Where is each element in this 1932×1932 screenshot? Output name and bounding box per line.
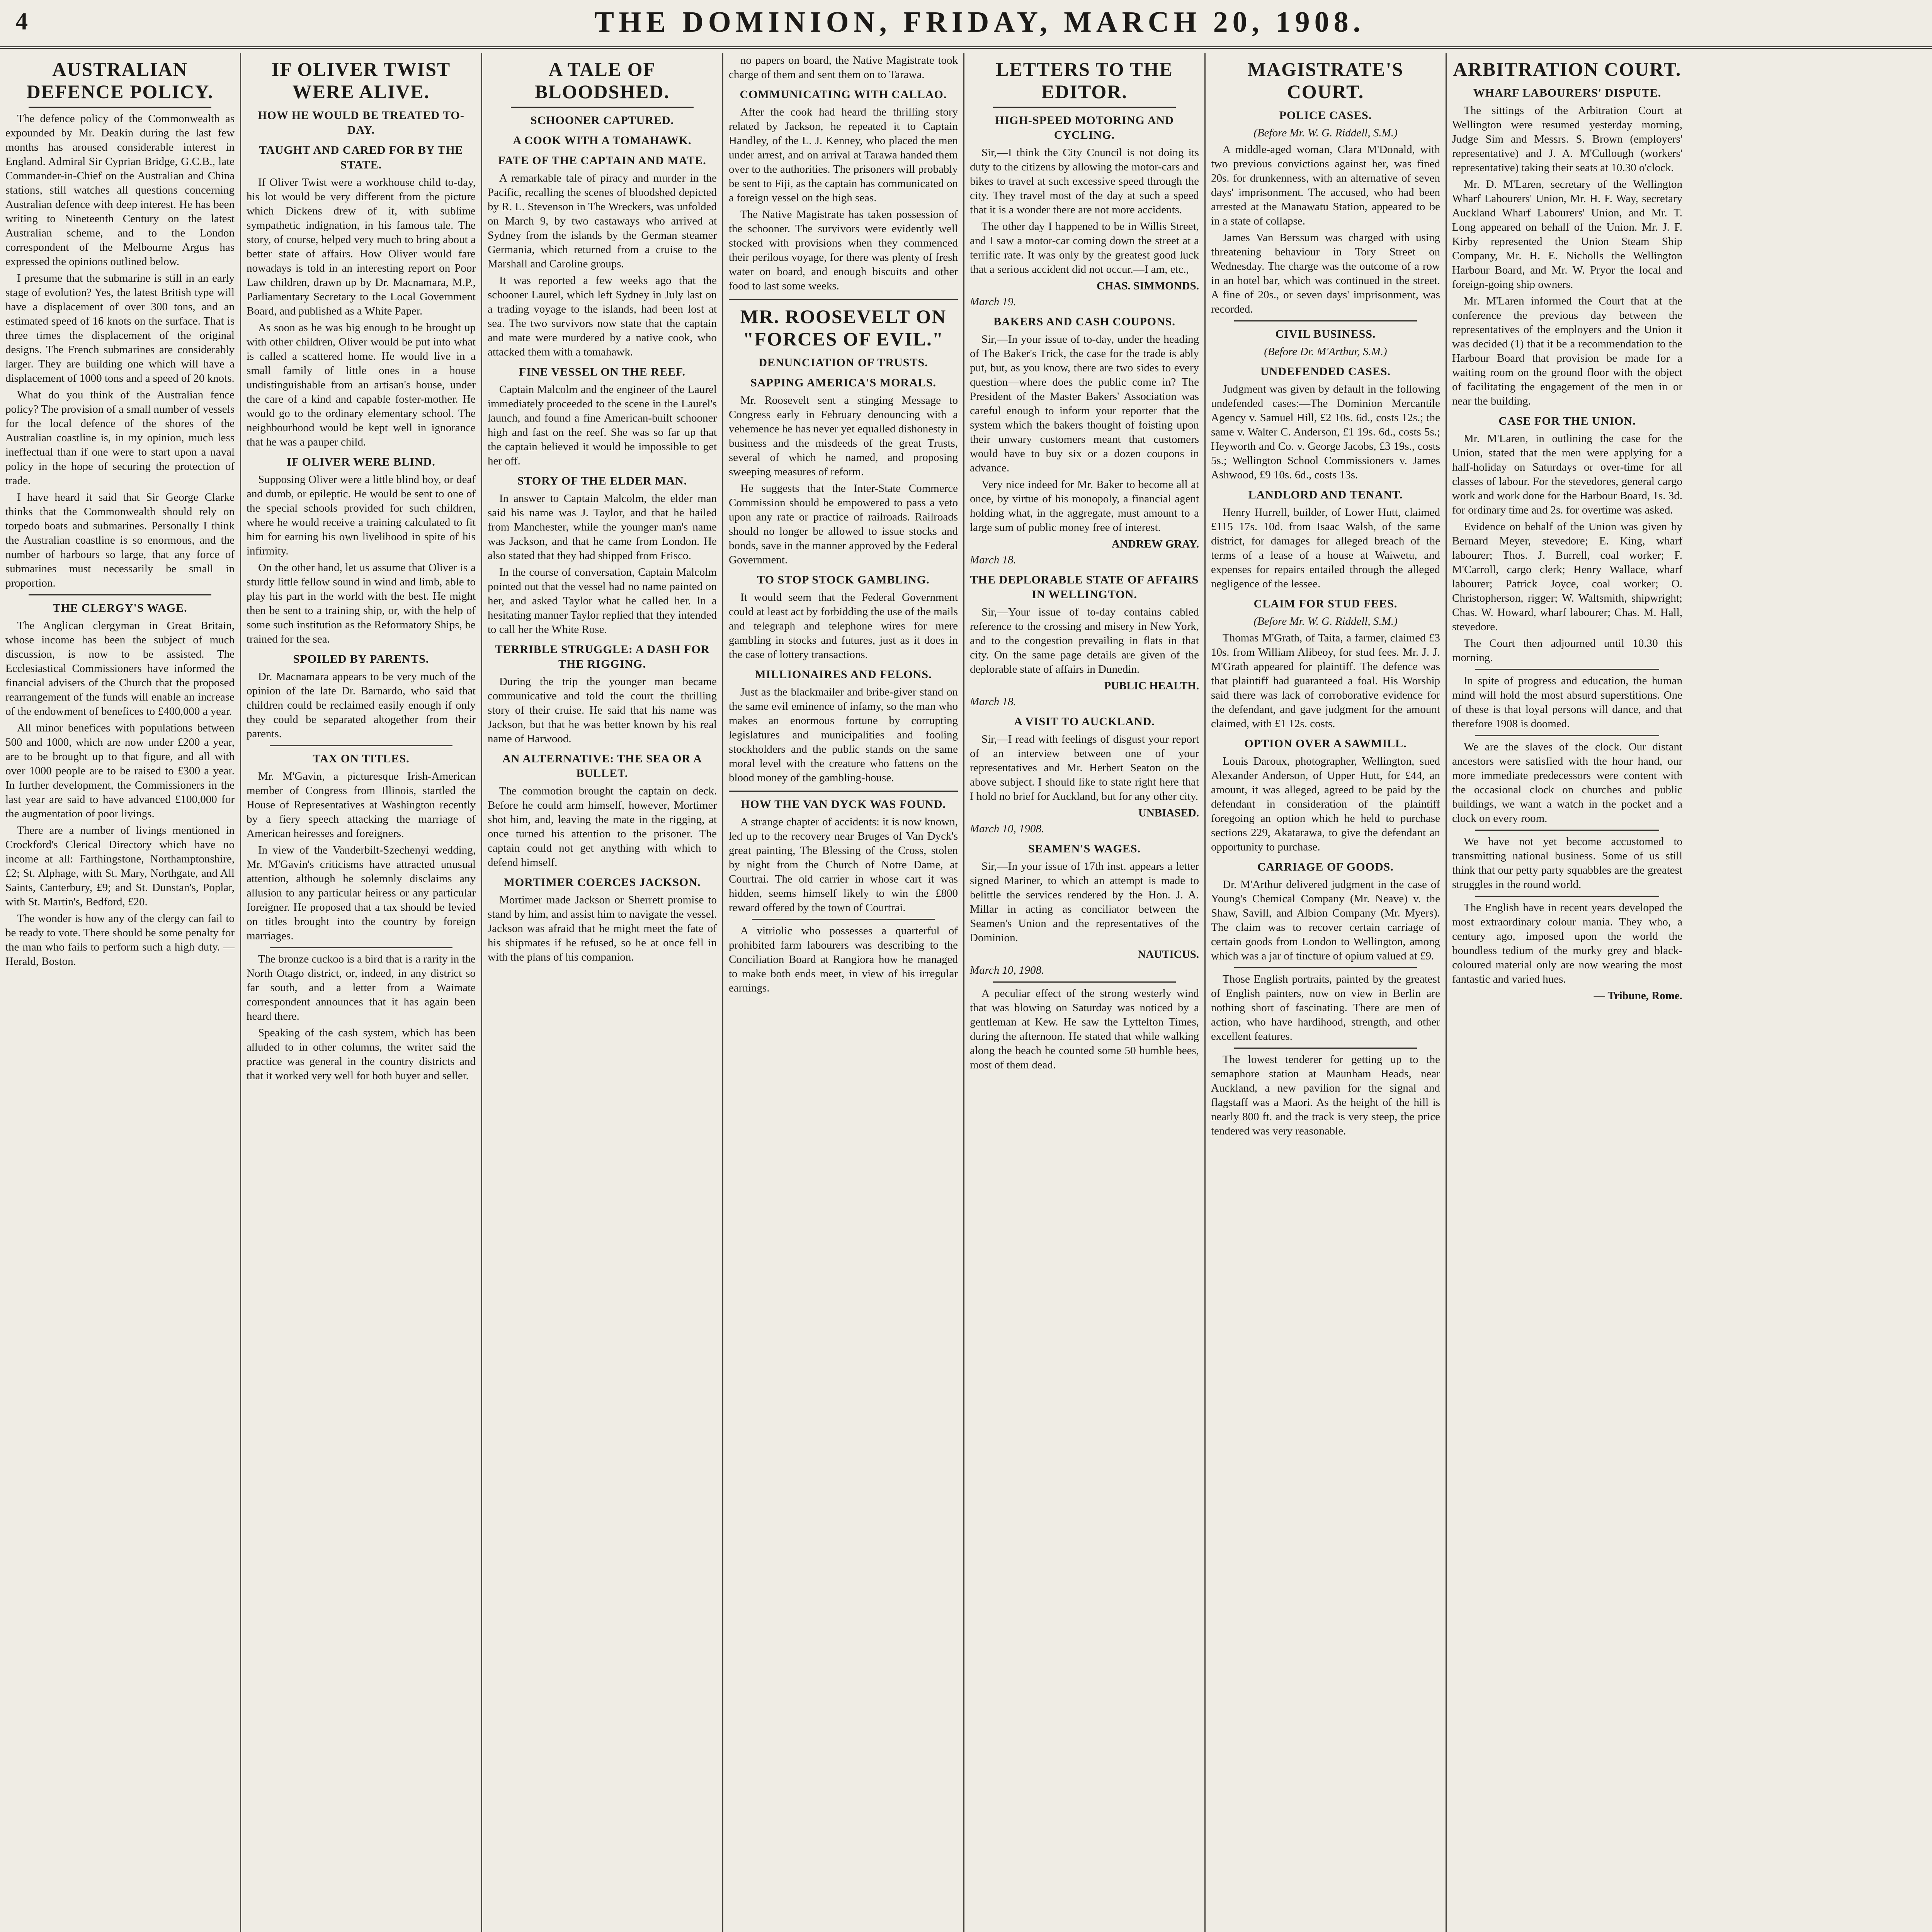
paragraph: The wonder is how any of the clergy can fail to be ready to vote. There should be some penalty for the man who fails to perform such a high duty. — Herald, Boston.: [5, 912, 235, 968]
source-credit: — Tribune, Rome.: [1594, 990, 1682, 1002]
subhead: TO STOP STOCK GAMBLING.: [757, 573, 930, 586]
paragraph: The defence policy of the Commonwealth as expounded by Mr. Deakin during the last few months has aroused considerable interest in England. Admiral Sir Cyprian Bridge, G.C.B., late Commander-in-Chief on the Australian and China stations, still watches all questions concerning Australian defence with deep interest. He has been writing to Nineteenth Century on the latest Australian scheme, and to the London correspondent of the Melbourne Argus has expressed the opinions outlined below.: [5, 112, 235, 268]
divider: [729, 791, 958, 792]
divider: [270, 745, 452, 746]
subhead: MORTIMER COERCES JACKSON.: [503, 876, 701, 889]
paragraph: Judgment was given by default in the following undefended cases:—The Dominion Mercantile Agency v. Samuel Hill, £2 10s. 6d., costs 12s.; the same v. Walter C. Anderson, £1 19s. 6d., costs 5s.; Heyworth and Co. v. George Jacobs, £3 19s., costs 5s.; Wellington School Commissioners v. James Ashwood, £9 10s. 6d., costs 13s.: [1211, 383, 1440, 481]
paragraph: It would seem that the Federal Government could at least act by forbidding the use of the mails and telegraph and telephone wires for mere gambling in stocks and futures, just as it does in the case of lottery transactions.: [729, 591, 958, 661]
newspaper-title: THE DOMINION, FRIDAY, MARCH 20, 1908.: [594, 6, 1365, 38]
divider: [993, 107, 1176, 108]
subhead: DENUNCIATION OF TRUSTS.: [759, 356, 928, 369]
paragraph: Sir,—I think the City Council is not doing its duty to the citizens by allowing the motor-cars and bikes to travel at such excessive speed through the city. They travel most of the day at such a speed that it is a wonder there are not more accidents.: [970, 146, 1199, 216]
headline-arbitration-court: ARBITRATION COURT.: [1453, 58, 1682, 80]
headline-clergys-wage: THE CLERGY'S WAGE.: [53, 602, 187, 614]
subhead: FINE VESSEL ON THE REEF.: [519, 366, 686, 378]
dateline: March 18.: [970, 554, 1016, 566]
paragraph: Just as the blackmailer and bribe-giver stand on the same evil eminence of infamy, so the man who makes an enormous fortune by corrupting legislatures and municipalities and fooling stockholders and the public stands on the same moral level with the creature who fattens on the blood money of the gambling-house.: [729, 686, 958, 784]
paragraph: In the course of conversation, Captain Malcolm pointed out that the vessel had no name painted on her, and asked Taylor what he called her. In a hesitating manner Taylor replied that they intended to call her the White Rose.: [488, 566, 717, 636]
paragraph: What do you think of the Australian fence policy? The provision of a small number of vessels for the local defence of the shores of the Australian coastline is, in my opinion, much less ineffectual than if one were to start upon a naval policy in the hope of securing the protection of trade.: [5, 389, 235, 487]
divider: [1475, 896, 1659, 897]
headline-letters-to-editor: LETTERS TO THE EDITOR.: [996, 58, 1173, 102]
subhead: SEAMEN'S WAGES.: [1028, 842, 1141, 855]
paragraph: We are the slaves of the clock. Our distant ancestors were satisfied with the hour hand, our more immediate predecessors were content with the occasional clock on churches and public buildings, we want a watch in the pocket and a clock on every room.: [1452, 741, 1682, 825]
subhead: WHARF LABOURERS' DISPUTE.: [1473, 87, 1662, 99]
paragraph: The lowest tenderer for getting up to the semaphore station at Maunham Heads, near Auckland, a new pavilion for the signal and flagstaff was a Maori. As the height of the hill is nearly 800 ft. and the track is very steep, the price tendered was very reasonable.: [1211, 1053, 1440, 1137]
paragraph: A vitriolic who possesses a quarterful of prohibited farm labourers was describing to the Conciliation Board at Rangiora how he managed to make both ends meet, in view of his irregular earnings.: [729, 925, 958, 994]
paragraph: We have not yet become accustomed to transmitting national business. Some of us still think that our petty party squabbles are the greatest struggles in the round world.: [1452, 835, 1682, 891]
paragraph: As soon as he was big enough to be brought up with other children, Oliver would be put into what is called a scattered home. He would live in a small family of little ones in a house undistinguishable from an artisan's house, under the care of a kind and capable foster-mother. He would go to the ordinary elementary school. The neighbourhood would be kept well in ignorance that he was a pauper child.: [247, 321, 476, 448]
paragraph: Henry Hurrell, builder, of Lower Hutt, claimed £115 17s. 10d. from Isaac Walsh, of the same district, for damages for alleged breach of the terms of a lease of a house at Waiwetu, and expenses for repairs entailed through the alleged negligence of the lessee.: [1211, 506, 1440, 590]
subhead: OPTION OVER A SAWMILL.: [1244, 737, 1407, 750]
newspaper-columns: [0, 53, 1932, 1932]
paragraph: Sir,—In your issue of to-day, under the heading of The Baker's Trick, the case for the trade is ably put, but, as you know, there are two sides to every question—where does the public come in? The President of the Master Bakers' Association was careful enough to inform your reporter that the system which the bakers thought of foisting upon their unwary customers meant that customers would have to buy six or a dozen coupons in advance.: [970, 333, 1199, 474]
subhead: TAUGHT AND CARED FOR BY THE STATE.: [259, 144, 463, 171]
subhead: CASE FOR THE UNION.: [1498, 415, 1636, 427]
paragraph: Dr. M'Arthur delivered judgment in the case of Young's Chemical Company (Mr. Neave) v. the Shaw, Savill, and Albion Company (Mr. Myers). The claim was to recover certain carriage of certain goods from London to Wellington, among which was a jar of tincture of opium valued at £9.: [1211, 878, 1440, 962]
signature: PUBLIC HEALTH.: [1104, 680, 1199, 692]
signature: UNBIASED.: [1138, 807, 1199, 819]
paragraph: Mr. M'Gavin, a picturesque Irish-American member of Congress from Illinois, startled the House of Representatives at Washington recently by a fiery speech attacking the marriage of American heiresses and foreigners.: [247, 770, 476, 840]
subhead: AN ALTERNATIVE: THE SEA OR A BULLET.: [502, 752, 702, 780]
headline-roosevelt: MR. ROOSEVELT ON "FORCES OF EVIL.": [740, 306, 947, 350]
subhead: TERRIBLE STRUGGLE: A DASH FOR THE RIGGING.: [495, 643, 710, 670]
paragraph: I presume that the submarine is still in an early stage of evolution? Yes, the latest British type will have a displacement of over 300 tons, and an estimated speed of 16 knots on the surface. That is three times the displacement of the original designs. The French submarines are considerably larger. They are building one which will have a displacement of 1000 tons and a speed of 20 knots.: [5, 272, 235, 384]
paragraph: A middle-aged woman, Clara M'Donald, with two previous convictions against her, was fined 20s. for drunkenness, with an alternative of seven days' imprisonment. The accused, who had been arrested at the Manawatu Station, appeared to be in a state of collapse.: [1211, 143, 1440, 227]
paragraph: Speaking of the cash system, which has been alluded to in other columns, the writer said the practice was general in the country districts and that it worked very well for both buyer and seller.: [247, 1027, 476, 1082]
dateline: March 18.: [970, 696, 1016, 708]
divider: [29, 107, 211, 108]
column-4: [723, 53, 964, 1932]
paragraph: I have heard it said that Sir George Clarke thinks that the Commonwealth should rely on torpedo boats and submarines. Personally I think the Australian coastline is so enormous, and the number of harbours so large, that any force of submarines must necessarily be small in proportion.: [5, 491, 235, 589]
paragraph: A strange chapter of accidents: it is now known, led up to the recovery near Bruges of Van Dyck's great painting, The Blessing of the Cross, stolen by night from the Church of Notre Dame, at Courtrai. The old carrier in whose cart it was hidden, seems himself likely to win the £800 reward offered by the town of Courtrai.: [729, 816, 958, 914]
paragraph: Captain Malcolm and the engineer of the Laurel immediately proceeded to the scene in the Laurel's launch, and found a fine American-built schooner high and fast on the reef. She was so far up that the captain believed it would be impossible to get her off.: [488, 383, 717, 467]
paragraph: The Native Magistrate has taken possession of the schooner. The survivors were evidently well stocked with provisions when they commenced their perilous voyage, for there was plenty of fresh water on board, and enough biscuits and other food to last some weeks.: [729, 208, 958, 292]
paragraph: Dr. Macnamara appears to be very much of the opinion of the late Dr. Barnardo, who said that children could be reclaimed easily enough if only they could be separated altogether from their parents.: [247, 670, 476, 740]
column-6: [1206, 53, 1447, 1932]
subhead: SPOILED BY PARENTS.: [293, 653, 429, 665]
divider: [729, 299, 958, 300]
paragraph: After the cook had heard the thrilling story related by Jackson, he repeated it to Captain Handley, of the L. J. Kenney, who placed the men under arrest, and on arrival at Tarawa handed them over to the authorities. The prisoners will probably be sent to Fiji, as the captain has communicated on a foreign vessel on the high seas.: [729, 106, 958, 204]
subhead: CLAIM FOR STUD FEES.: [1253, 597, 1398, 610]
divider: [1234, 320, 1417, 321]
subhead: IF OLIVER WERE BLIND.: [287, 456, 435, 468]
divider: [1475, 735, 1659, 736]
headline-tale-of-bloodshed: A TALE OF BLOODSHED.: [534, 58, 670, 102]
headline-oliver-twist: IF OLIVER TWIST WERE ALIVE.: [271, 58, 451, 102]
masthead: [0, 0, 1932, 49]
paragraph: Evidence on behalf of the Union was given by Bernard Meyer, stevedore; E. King, wharf labourer; Thos. J. Burrell, coal worker; F. M'Carroll, cargo clerk; Henry Wallace, wharf labourer; Patrick Joyce, coal worker; O. Christopherson, rigger; W. Waltsmith, shipwright; Chas. W. Howard, wharf labourer; Chas. M. Hall, stevedore.: [1452, 520, 1682, 633]
paragraph: The sittings of the Arbitration Court at Wellington were resumed yesterday morning, Judge Sim and Messrs. S. Brown (employers' representative) and J. A. M'Cullough (workers' representative) taking their seats at 10.30 o'clock.: [1452, 104, 1682, 174]
paragraph: He suggests that the Inter-State Commerce Commission should be empowered to pass a veto upon any rate or practice of railroads. Railroads should no longer be allowed to issue stocks and bonds, save in the manner approved by the Federal Government.: [729, 482, 958, 566]
paragraph: Mr. Roosevelt sent a stinging Message to Congress early in February denouncing with a vehemence he has never yet equalled dishonesty in business and the misdeeds of the great Trusts, several of which he named, and proposing sweeping measures of reform.: [729, 394, 958, 478]
paragraph: The commotion brought the captain on deck. Before he could arm himself, however, Mortimer shot him, and, leaving the mate in the rigging, at once turned his attention to the prisoner. The captain could not get anything with which to defend himself.: [488, 785, 717, 869]
paragraph: A peculiar effect of the strong westerly wind that was blowing on Saturday was noticed by a gentleman at Kew. He saw the Lyttelton Times, during the afternoon. He stated that while walking along the beach he counted some 50 humble bees, most of them dead.: [970, 987, 1199, 1071]
paragraph: The Court then adjourned until 10.30 this morning.: [1452, 637, 1682, 664]
subhead: A COOK WITH A TOMAHAWK.: [513, 134, 692, 147]
dateline: March 10, 1908.: [970, 823, 1044, 835]
subhead: CARRIAGE OF GOODS.: [1257, 861, 1394, 873]
paragraph: Sir,—Your issue of to-day contains cabled reference to the crossing and misery in New York, and to the congestion prevailing in flats in that city. On the same page details are given of the deplorable state of affairs in Dunedin.: [970, 606, 1199, 675]
page-number: 4: [15, 7, 28, 35]
divider: [752, 919, 935, 920]
paragraph: Mr. M'Laren informed the Court that at the conference the previous day between the representatives of the employers and the Union it was decided (1) that it be a recommendation to the Harbour Board that provision be made for a waiting room on the ground floor with the object of facilitating the engagement of the men in or near the building.: [1452, 295, 1682, 407]
paragraph: If Oliver Twist were a workhouse child to-day, his lot would be very different from the picture which Dickens drew of it, with sublime sympathetic indignation, in his famous tale. The story, of course, helped very much to bring about a better state of affairs. How Oliver would fare nowadays is told in an interesting report on Poor Law children, drawn up by Dr. Macnamara, M.P., Parliamentary Secretary to the Local Government Board, and published as a White Paper.: [247, 176, 476, 317]
paragraph: A remarkable tale of piracy and murder in the Pacific, recalling the scenes of bloodshed depicted by R. L. Stevenson in The Wreckers, was unfolded on March 9, by two castaways who arrived at Sydney from the islands by the German steamer Germania, which returned from a cruise to the Marshall and Caroline groups.: [488, 172, 717, 270]
subhead: BAKERS AND CASH COUPONS.: [993, 315, 1175, 328]
paragraph: Those English portraits, painted by the greatest of English painters, now on view in Berlin are nothing short of fascinating. There are men of action, who have hardihood, strength, and other excellent features.: [1211, 973, 1440, 1043]
paragraph: The Anglican clergyman in Great Britain, whose income has been the subject of much discussion, is now to be assisted. The Ecclesiastical Commissioners have informed the financial advisers of the Church that the proposed rearrangement of the funds will enable an increase of the endowment of benefices to £400,000 a year.: [5, 619, 235, 718]
divider: [511, 107, 694, 108]
divider: [270, 947, 452, 948]
headline-van-dyck: HOW THE VAN DYCK WAS FOUND.: [741, 798, 946, 811]
divider: [1475, 830, 1659, 831]
signature: ANDREW GRAY.: [1111, 538, 1199, 550]
subhead: HIGH-SPEED MOTORING AND CYCLING.: [995, 114, 1174, 141]
dateline: March 10, 1908.: [970, 964, 1044, 976]
subhead: UNDEFENDED CASES.: [1260, 365, 1391, 378]
divider: [29, 594, 211, 595]
subhead: CIVIL BUSINESS.: [1275, 328, 1376, 340]
paragraph: Sir,—I read with feelings of disgust your report of an interview between one of your representatives and Mr. Herbert Seaton on the above subject. I should like to state right here that I hold no brief for Auckland, but for any other city.: [970, 733, 1199, 803]
paragraph: During the trip the younger man became communicative and told the court the thrilling story of their cruise. He said that his name was Jackson, but that he was better known by his real name of Harwood.: [488, 675, 717, 745]
paragraph: Supposing Oliver were a little blind boy, or deaf and dumb, or epileptic. He would be sent to one of the special schools provided for such children, where he would receive a training calculated to fit him for earning his own livelihood in spite of his infirmity.: [247, 473, 476, 557]
paragraph: The bronze cuckoo is a bird that is a rarity in the North Otago district, or, indeed, in any district so far south, and a letter from a Waimate correspondent announces that it has again been heard there.: [247, 953, 476, 1022]
divider: [1234, 967, 1417, 968]
byline: (Before Mr. W. G. Riddell, S.M.): [1253, 615, 1398, 628]
headline-tax-on-titles: TAX ON TITLES.: [313, 752, 410, 765]
paragraph: In view of the Vanderbilt-Szechenyi wedding, Mr. M'Gavin's criticisms have attracted unusual attention, although he solemnly disclaims any allusion to any particular heiress or any particular foreigner. He proposed that a tax should be levied on titles brought into the country by foreign marriages.: [247, 844, 476, 942]
paragraph: Louis Daroux, photographer, Wellington, sued Alexander Anderson, of Upper Hutt, for £44, an amount, it was alleged, agreed to be paid by the defendant in consideration of the plaintiff foregoing an option which he held to purchase sections 229, Akatarawa, to give the defendant an opportunity to purchase.: [1211, 755, 1440, 853]
paragraph: Mortimer made Jackson or Sherrett promise to stand by him, and assist him to navigate the vessel. Jackson was afraid that he might meet the fate of his shipmates if he refused, so he at once fell in with the plans of his companion.: [488, 894, 717, 963]
subhead: A VISIT TO AUCKLAND.: [1014, 715, 1155, 728]
byline: (Before Dr. M'Arthur, S.M.): [1264, 345, 1387, 358]
column-2: [241, 53, 482, 1932]
divider: [1234, 1048, 1417, 1049]
column-1: [0, 53, 241, 1932]
headline-magistrates-court: MAGISTRATE'S COURT.: [1247, 58, 1404, 102]
signature: CHAS. SIMMONDS.: [1096, 280, 1199, 292]
byline: (Before Mr. W. G. Riddell, S.M.): [1253, 127, 1398, 139]
subhead: MILLIONAIRES AND FELONS.: [755, 668, 932, 681]
paragraph: Mr. M'Laren, in outlining the case for the Union, stated that the men were applying for a half-holiday on Saturdays or over-time for all classes of labour. For the stevedores, general cargo work and work done for the Harbour Board, 1s. 3d. for ordinary time and 2s. for overtime was asked.: [1452, 432, 1682, 516]
dateline: March 19.: [970, 296, 1016, 308]
subhead: HOW HE WOULD BE TREATED TO-DAY.: [258, 109, 464, 136]
paragraph: Thomas M'Grath, of Taita, a farmer, claimed £3 10s. from William Alibeoy, for stud fees. Mr. J. J. M'Grath appeared for plaintiff. The defence was that plaintiff had guaranteed a foal. His Worship said there was lack of corroborative evidence for the defendant, and gave judgment for the amount claimed, with £1 12s. costs.: [1211, 632, 1440, 730]
column-7: [1447, 53, 1688, 1932]
paragraph: Sir,—In your issue of 17th inst. appears a letter signed Mariner, to which an attempt is made to belittle the services rendered by the Hon. J. A. Millar in acting as conciliator between the Seamen's Union and the representatives of the Dominion.: [970, 860, 1199, 944]
paragraph: Mr. D. M'Laren, secretary of the Wellington Wharf Labourers' Union, Mr. H. F. Way, secretary Auckland Wharf Labourers' Union, and Mr. T. Long appeared on behalf of the Union. Mr. J. F. Kirby represented the Union Steam Ship Company, Mr. H. E. Nicholls the Wellington Harbour Board, and Mr. W. Pryor the local and foreign-going ship owners.: [1452, 178, 1682, 291]
divider: [993, 981, 1176, 983]
subhead: THE DEPLORABLE STATE OF AFFAIRS IN WELLINGTON.: [970, 573, 1199, 601]
signature: NAUTICUS.: [1138, 948, 1199, 961]
paragraph: The other day I happened to be in Willis Street, and I saw a motor-car coming down the street at a terrific rate. It was only by the greatest good luck that a serious accident did not occur.—I am, etc.,: [970, 220, 1199, 276]
divider: [1475, 669, 1659, 670]
column-5: [964, 53, 1206, 1932]
paragraph: On the other hand, let us assume that Oliver is a sturdy little fellow sound in wind and limb, able to play his part in the world with the best. He might then be sent to a training ship, or, with the help of some such institution as the Reformatory Ships, be trained for the sea.: [247, 561, 476, 645]
paragraph: Very nice indeed for Mr. Baker to become all at once, by virtue of his monopoly, a financial agent holding what, in the aggregate, must amount to a large sum of public money free of interest.: [970, 478, 1199, 534]
paragraph: There are a number of livings mentioned in Crockford's Clerical Directory which have no income at all: Farthingstone, Northamptonshire, £2; St. Alphage, with St. Mary, Northgate, and All Saints, Canterbury, £9; and St. Dunstan's, Poplar, with St. Martin's, Bedford, £20.: [5, 824, 235, 908]
subhead: POLICE CASES.: [1279, 109, 1372, 122]
headline-australian-defence: AUSTRALIAN DEFENCE POLICY.: [26, 58, 214, 102]
subhead: STORY OF THE ELDER MAN.: [517, 474, 687, 487]
paragraph: It was reported a few weeks ago that the schooner Laurel, which left Sydney in July last on a trading voyage to the islands, had been lost at sea. The two survivors now state that the captain and mate were murdered by a native cook, who attacked them with a tomahawk.: [488, 274, 717, 358]
subhead: LANDLORD AND TENANT.: [1248, 488, 1403, 501]
paragraph: In answer to Captain Malcolm, the elder man said his name was J. Taylor, and that he hailed from Manchester, while the younger man's name was Jackson, and that he came from London. He also stated that they had shipped from Frisco.: [488, 492, 717, 562]
paragraph: In spite of progress and education, the human mind will hold the most absurd superstitions. One of these is that loyal persons will dance, and that therefore 1908 is doomed.: [1452, 675, 1682, 730]
subhead: COMMUNICATING WITH CALLAO.: [740, 88, 947, 101]
subhead: FATE OF THE CAPTAIN AND MATE.: [498, 154, 706, 167]
subhead: SAPPING AMERICA'S MORALS.: [750, 376, 936, 389]
paragraph: The English have in recent years developed the most extraordinary colour mania. They who, a century ago, imposed upon the world the boundless tedium of the murky grey and black-coloured material only are now wearing the most fantastic and varied hues.: [1452, 901, 1682, 985]
paragraph: All minor benefices with populations between 500 and 1000, which are now under £200 a year, are to be brought up to that figure, and all with over 1000 people are to be raised to £300 a year. In further development, the Commissioners in the last year are said to have advanced £100,000 for the augmentation of poor livings.: [5, 722, 235, 820]
paragraph: James Van Berssum was charged with using threatening behaviour in Tory Street on Wednesday. The charge was the outcome of a row in an hotel bar, which was continued in the street. A fine of 20s., or seven days' imprisonment, was recorded.: [1211, 231, 1440, 315]
column-3: [482, 53, 723, 1932]
paragraph: no papers on board, the Native Magistrate took charge of them and sent them on to Tarawa.: [729, 54, 958, 81]
subhead: SCHOONER CAPTURED.: [530, 114, 674, 127]
